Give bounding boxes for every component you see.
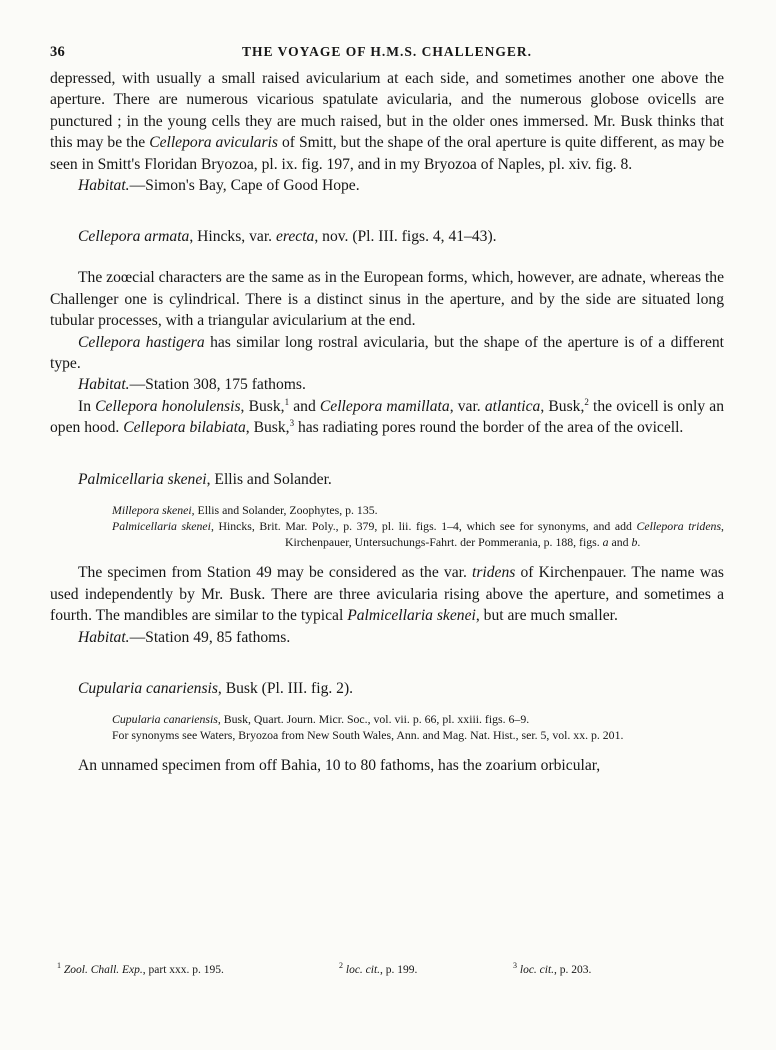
species-name: Cupularia canariensis: [78, 679, 218, 697]
text: , p. 203.: [554, 964, 592, 976]
text: and: [289, 397, 320, 415]
habitat-text: —Station 49, 85 fathoms.: [129, 628, 291, 646]
text: , but are much smaller.: [475, 607, 618, 625]
species-name: Cellepora honolulensis: [95, 397, 241, 415]
species-name: Cellepora armata: [78, 228, 190, 246]
citation: Zool. Chall. Exp.: [63, 964, 143, 976]
text: has radiating pores round the border of the area of the ovicell.: [294, 419, 684, 437]
text: , Hincks, var.: [189, 228, 276, 246]
text: , var.: [449, 397, 485, 415]
text: , Busk,: [540, 397, 585, 415]
habitat-label: Habitat.: [78, 628, 130, 646]
text: has similar long rostral avicularia, but the shape of the aperture is of a different type.: [50, 333, 724, 373]
habitat-label: Habitat.: [78, 376, 130, 394]
paragraph: [50, 562, 724, 626]
footnote-mark: 1: [57, 961, 61, 971]
text: and: [608, 535, 632, 550]
text: , part xxx. p. 195.: [142, 964, 224, 976]
habitat-line: [50, 627, 724, 648]
text: , nov. (Pl. III. figs. 4, 41–43).: [314, 228, 497, 246]
figure-letter: a: [602, 535, 609, 550]
text: , Busk, Quart. Journ. Micr. Soc., vol. vii. p. 66, pl. xxiii. figs. 6–9.: [217, 711, 530, 726]
text: depressed, with usually a small raised avicularium at each side, and sometimes another one above the aperture. There are numerous vicarious spatulate avicularia, and the numerous globose ovicells are punctured ; in the young cells they are much raised, but in the older ones immersed. Mr. Busk thinks that this may be the: [50, 70, 724, 152]
paragraph: [50, 396, 724, 439]
paragraph-continuation: [50, 68, 724, 175]
text: , Busk,: [245, 419, 290, 437]
text: In: [78, 397, 96, 415]
species-name: Cellepora avicularis: [149, 134, 278, 152]
variety-name: atlantica: [484, 397, 541, 415]
footnote-mark: 2: [339, 961, 343, 971]
footnote: [339, 961, 418, 976]
page-header: [50, 44, 724, 68]
synonymy-entry: For synonyms see Waters, Bryozoa from New South Wales, Ann. and Mag. Nat. Hist., ser. 5, vol. xx. p. 201.: [112, 728, 624, 743]
text: The specimen from Station 49 may be considered as the var.: [78, 564, 473, 582]
habitat-label: Habitat.: [78, 177, 130, 195]
species-name: Cellepora hastigera: [78, 333, 205, 351]
footnote-ref: 1: [284, 396, 290, 407]
species-name: Millepora skenei: [112, 502, 192, 517]
species-name: Palmicellaria skenei: [112, 518, 211, 533]
species-name: Cupularia canariensis: [112, 711, 218, 726]
synonymy-entry: [112, 502, 724, 518]
variety-name: tridens: [472, 564, 516, 582]
footnote: [57, 961, 224, 976]
footnote-ref: 2: [584, 396, 589, 407]
species-heading-cellepora-armata: [78, 226, 724, 247]
citation: loc. cit.: [519, 964, 555, 976]
species-name: Cellepora bilabiata: [123, 419, 246, 437]
paragraph: An unnamed specimen from off Bahia, 10 to 80 fathoms, has the zoarium orbicular,: [78, 757, 601, 775]
citation: loc. cit.: [345, 964, 381, 976]
synonymy-entry: [112, 711, 724, 727]
text: , Busk,: [240, 397, 285, 415]
species-name: Cellepora tridens: [636, 518, 722, 533]
text: the ovicell is only an open hood.: [50, 397, 725, 437]
habitat-text: —Station 308, 175 fathoms.: [129, 376, 306, 394]
habitat-line: [50, 374, 724, 395]
paragraph: [50, 332, 724, 375]
species-name: Palmicellaria skenei: [347, 607, 476, 625]
footnote-mark: 3: [513, 961, 517, 971]
text: , Hincks, Brit. Mar. Poly., p. 379, pl. lii. figs. 1–4, which see for synonyms, and add: [210, 518, 637, 533]
text: .: [637, 535, 641, 550]
page-number: 36: [50, 44, 66, 60]
footnote-ref: 3: [289, 418, 295, 429]
habitat-text: —Simon's Bay, Cape of Good Hope.: [129, 177, 360, 195]
species-heading-palmicellaria-skenei: [78, 469, 724, 490]
text: of Smitt, but the shape of the oral aperture is quite different, as may be seen in Smitt's Floridan Bryozoa, pl. ix. fig. 197, and in my Bryozoa of Naples, pl. xiv. fig. 8.: [50, 134, 725, 173]
text: , Kirchenpauer, Untersuchungs-Fahrt. der Pommerania, p. 188, figs.: [285, 518, 724, 550]
text: , Ellis and Solander, Zoophytes, p. 135.: [191, 502, 378, 517]
synonymy-entry: [112, 518, 724, 550]
text: of Kirchenpauer. The name was used independently by Mr. Busk. There are three avicularia rising above the aperture, and sometimes a fourth. The mandibles are similar to the typical: [50, 564, 724, 625]
running-title: THE VOYAGE OF H.M.S. CHALLENGER.: [241, 44, 533, 59]
paragraph: The zoœcial characters are the same as in the European forms, which, however, are adnate, whereas the Challenger one is cylindrical. There is a distinct sinus in the aperture, and by the side are situated long tubular processes, with a triangular avicularium at the end.: [50, 269, 724, 330]
figure-letter: b: [631, 535, 638, 550]
habitat-line: [50, 175, 724, 196]
text: , Busk (Pl. III. fig. 2).: [217, 679, 354, 697]
text: , p. 199.: [380, 964, 418, 976]
footnote: [513, 961, 592, 976]
species-name: Palmicellaria skenei: [78, 470, 207, 488]
page: [50, 44, 724, 777]
variety-name: erecta: [275, 228, 315, 246]
text: , Ellis and Solander.: [206, 470, 332, 488]
species-heading-cupularia-canariensis: [78, 678, 724, 699]
species-name: Cellepora mamillata: [319, 397, 450, 415]
